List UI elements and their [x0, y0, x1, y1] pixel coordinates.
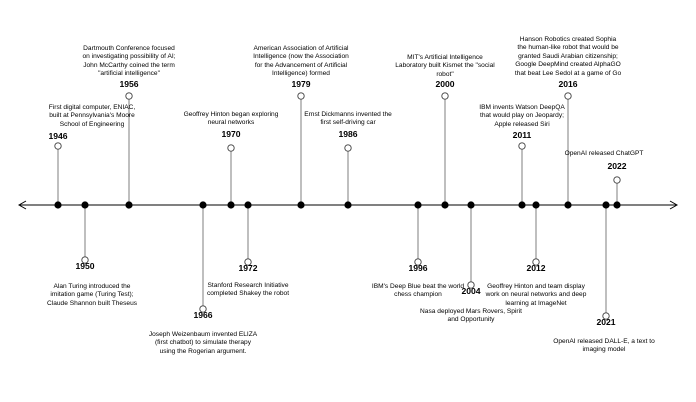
- open-marker-2016: [565, 93, 571, 99]
- open-marker-2022: [614, 177, 620, 183]
- description-line: Intelligence (now the Association: [253, 53, 349, 61]
- year-label-2012: 2012: [526, 263, 546, 273]
- year-label-1979: 1979: [291, 79, 311, 89]
- description-line: built at Pennsylvania's Moore: [49, 112, 135, 120]
- open-marker-1956: [126, 93, 132, 99]
- axis-marker-1972: [244, 201, 251, 208]
- event-description-2004: [381, 308, 561, 325]
- event-description-2022: [514, 150, 694, 158]
- axis-marker-2004: [467, 201, 474, 208]
- description-line: robot": [436, 70, 454, 78]
- axis-marker-1950: [81, 201, 88, 208]
- year-label-2022: 2022: [607, 161, 627, 171]
- description-line: Laboratory built Kismet the "social: [395, 62, 495, 70]
- year-label-2004: 2004: [461, 286, 481, 296]
- description-line: learning at ImageNet: [505, 299, 567, 307]
- description-line: Hanson Robotics created Sophia: [519, 36, 617, 43]
- event-description-2021: [514, 338, 694, 355]
- axis-marker-1946: [54, 201, 61, 208]
- event-description-1966: [113, 331, 293, 356]
- year-label-1946: 1946: [48, 131, 68, 141]
- axis-marker-2016: [564, 201, 571, 208]
- open-marker-1970: [228, 145, 234, 151]
- year-label-1956: 1956: [119, 79, 139, 89]
- description-line: on investigating possibility of AI;: [82, 53, 176, 61]
- description-line: IBM's Deep Blue beat the world: [371, 283, 465, 290]
- year-label-2021: 2021: [596, 317, 616, 327]
- description-line: that beat Lee Sedol at a game of Go: [514, 69, 622, 77]
- description-line: imitation game (Turing Test);: [50, 291, 134, 299]
- description-line: Intelligence) formed: [272, 70, 330, 78]
- description-line: Ernst Dickmanns invented the: [304, 111, 392, 118]
- axis-marker-1970: [227, 201, 234, 208]
- year-label-1986: 1986: [338, 129, 358, 139]
- axis-marker-1979: [297, 201, 304, 208]
- description-line: Google DeepMind created AlphaGO: [515, 61, 621, 69]
- year-label-1972: 1972: [238, 263, 258, 273]
- event-description-1950: [2, 283, 182, 308]
- description-line: chess champion: [394, 291, 442, 299]
- description-line: OpenAI released ChatGPT: [564, 150, 644, 157]
- description-line: and Opportunity: [447, 316, 495, 324]
- description-line: Dartmouth Conference focused: [83, 45, 175, 52]
- description-line: Apple released Siri: [494, 120, 550, 128]
- description-line: that would play on Jeopardy;: [480, 112, 564, 120]
- year-label-2016: 2016: [558, 79, 578, 89]
- axis-marker-1966: [199, 201, 206, 208]
- open-marker-1946: [55, 143, 61, 149]
- description-line: for the Advancement of Artificial: [254, 61, 348, 69]
- description-line: MIT's Artificial Intelligence: [407, 54, 483, 61]
- axis-marker-2000: [441, 201, 448, 208]
- year-label-1996: 1996: [408, 263, 428, 273]
- description-line: the human-like robot that would be: [517, 44, 619, 52]
- description-line: granted Saudi Arabian citizenship;: [518, 52, 618, 60]
- description-line: imaging model: [582, 346, 626, 354]
- axis-marker-2021: [602, 201, 609, 208]
- axis-marker-1956: [125, 201, 132, 208]
- description-line: Claude Shannon built Theseus: [46, 299, 138, 307]
- description-line: Geoffrey Hinton and team display: [487, 283, 585, 290]
- description-line: first self-driving car: [320, 119, 376, 127]
- description-line: IBM invents Watson DeepQA: [479, 104, 565, 111]
- open-marker-1979: [298, 93, 304, 99]
- axis-marker-1986: [344, 201, 351, 208]
- description-line: American Association of Artificial: [253, 45, 349, 52]
- description-line: neural networks: [207, 119, 255, 127]
- axis-marker-2022: [613, 201, 620, 208]
- year-label-1966: 1966: [193, 310, 213, 320]
- year-label-1970: 1970: [221, 129, 241, 139]
- event-description-2016: [478, 36, 658, 78]
- description-line: John McCarthy coined the term: [83, 61, 175, 69]
- year-label-2000: 2000: [435, 79, 455, 89]
- description-line: "artificial intelligence": [98, 70, 160, 78]
- event-description-2012: [446, 283, 626, 308]
- description-line: Nasa deployed Mars Rovers, Spirit: [420, 308, 522, 315]
- description-line: OpenAI released DALL-E, a text to: [553, 338, 655, 345]
- description-line: Stanford Research Initiative: [207, 282, 289, 289]
- event-description-1972: [158, 282, 338, 299]
- description-line: (first chatbot) to simulate therapy: [154, 339, 251, 347]
- description-line: Geoffrey Hinton began exploring: [183, 111, 279, 118]
- description-line: Joseph Weizenbaum invented ELIZA: [148, 331, 258, 338]
- open-marker-1986: [345, 145, 351, 151]
- axis-marker-2012: [532, 201, 539, 208]
- year-label-1950: 1950: [75, 261, 95, 271]
- event-description-1986: [258, 111, 438, 128]
- description-line: using the Rogerian argument.: [159, 347, 247, 355]
- description-line: First digital computer, ENIAC,: [48, 104, 136, 111]
- description-line: completed Shakey the robot: [206, 290, 290, 298]
- open-marker-2011: [519, 143, 525, 149]
- description-line: work on neural networks and deep: [485, 291, 587, 299]
- axis-marker-2011: [518, 201, 525, 208]
- open-marker-2000: [442, 93, 448, 99]
- description-line: Alan Turing introduced the: [53, 283, 131, 290]
- axis-marker-1996: [414, 201, 421, 208]
- year-label-2011: 2011: [512, 130, 532, 140]
- description-line: School of Engineering: [59, 120, 125, 128]
- event-description-2011: [432, 104, 612, 129]
- event-description-1956: [39, 45, 219, 79]
